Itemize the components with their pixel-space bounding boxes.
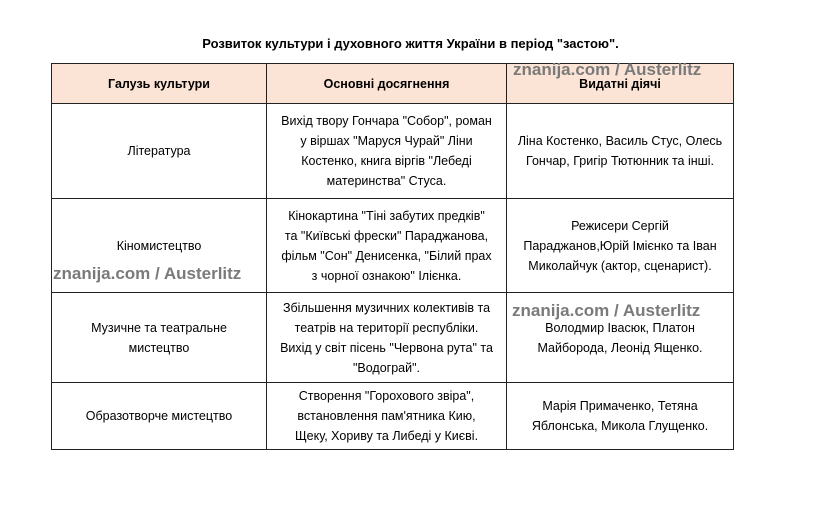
cell-achievements — [267, 383, 507, 450]
watermark: znanija.com / Austerlitz — [513, 60, 702, 79]
header-people: Видатні діячі — [507, 64, 734, 104]
cell-text-line: Вихід у світ пісень "Червона рута" та — [280, 340, 493, 355]
watermark: znanija.com / Austerlitz — [53, 264, 242, 283]
document-title: Розвиток культури і духовного життя України в період "застою". — [202, 36, 619, 51]
cell-text-line: Створення "Горохового звіра", — [298, 389, 475, 403]
cell-text-line: у віршах "Маруся Чурай" Ліни — [300, 134, 473, 148]
cell-text-line: "Водограй". — [352, 360, 421, 375]
cell-achievements — [267, 199, 507, 293]
cell-text-line: Вихід твору Гончара "Собор", роман — [281, 114, 492, 128]
cell-text-line: Кіномистецтво — [116, 238, 202, 253]
cell-text-line: Режисери Сергій — [571, 218, 669, 233]
cell-text-line: Музичне та театральне — [91, 320, 227, 335]
table-row — [52, 383, 734, 450]
cell-field — [52, 293, 267, 383]
cell-text-line: Збільшення музичних колективів та — [282, 300, 491, 315]
cell-text-line: театрів на території республіки. — [294, 320, 479, 335]
header-achievements: Основні досягнення — [267, 64, 507, 104]
cell-achievements — [267, 104, 507, 199]
cell-text-line: Майборода, Леонід Ященко. — [537, 340, 703, 355]
cell-field — [52, 104, 267, 199]
cell-text-line: Образотворче мистецтво — [85, 409, 233, 423]
cell-text-line: Кінокартина "Тіні забутих предків" — [288, 208, 485, 223]
table-row — [52, 104, 734, 199]
cell-text-line: Параджанов,Юрій Імієнко та Іван — [523, 238, 717, 253]
cell-text-line: Марія Примаченко, Тетяна — [542, 399, 698, 413]
cell-text-line: Гончар, Григір Тютюнник та інші. — [526, 154, 714, 168]
cell-people — [507, 383, 734, 450]
culture-table — [51, 63, 734, 450]
cell-text-line: з чорної ознакою" Ілієнка. — [311, 268, 462, 283]
cell-text-line: Яблонська, Микола Глущенко. — [531, 419, 709, 433]
cell-text-line: та "Київські фрески" Параджанова, — [284, 228, 489, 243]
cell-text-line: Костенко, книга віргів "Лебеді — [301, 154, 472, 168]
cell-text-line: материнства" Стуса. — [326, 174, 447, 188]
cell-text-line: Щеку, Хориву та Либеді у Києві. — [294, 429, 479, 443]
cell-achievements — [267, 293, 507, 383]
cell-text-line: Володмир Івасюк, Платон — [545, 320, 695, 335]
cell-people — [507, 199, 734, 293]
cell-people — [507, 104, 734, 199]
cell-text-line: мистецтво — [128, 340, 190, 355]
cell-text-line: Миколайчук (актор, сценарист). — [528, 258, 712, 273]
cell-text-line: Література — [127, 144, 191, 158]
watermark: znanija.com / Austerlitz — [512, 301, 701, 320]
cell-text-line: Ліна Костенко, Василь Стус, Олесь — [517, 134, 723, 148]
cell-text-line: фільм "Сон" Денисенка, "Білий прах — [281, 248, 492, 263]
cell-text-line: встановлення пам'ятника Кию, — [297, 409, 476, 423]
cell-field — [52, 383, 267, 450]
header-field: Галузь культури — [52, 64, 267, 104]
